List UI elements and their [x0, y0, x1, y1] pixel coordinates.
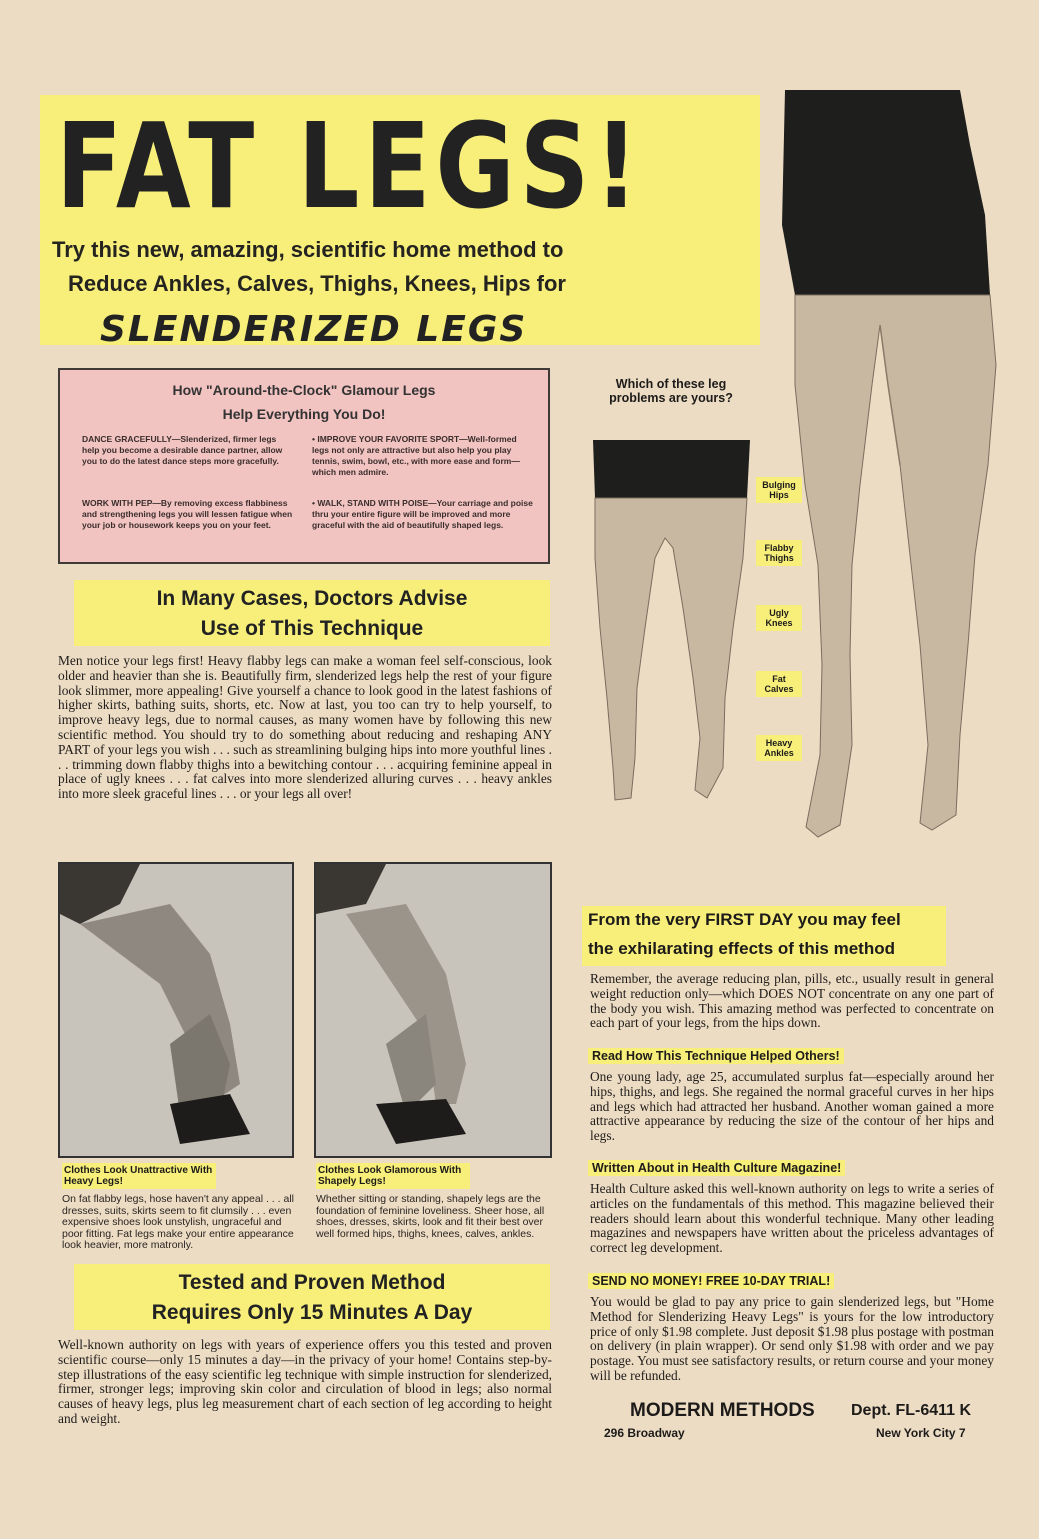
- first-day-body: Remember, the average reducing plan, pills, etc., usually result in general weight reduction only—which DOES NOT concentrate on any one part of the body you wish. This amazing method was perfected to concentrate on each part of your legs, from the hips down.: [590, 971, 994, 1031]
- leg-problems-question: Which of these leg problems are yours?: [609, 377, 733, 405]
- label-bulging-hips: Bulging Hips: [756, 477, 802, 503]
- free-trial-heading: SEND NO MONEY! FREE 10-DAY TRIAL!: [588, 1273, 834, 1289]
- walk-with-poise-text: • WALK, STAND WITH POISE—Your carriage and poise thru your entire figure will be improved and more graceful with the aid of beautifully shaped legs.: [312, 498, 533, 530]
- label-flabby-thighs: Flabby Thighs: [756, 540, 802, 566]
- doctors-heading-2: Use of This Technique: [200, 617, 424, 640]
- tested-heading-2: Requires Only 15 Minutes A Day: [151, 1301, 473, 1324]
- doctors-heading-1: In Many Cases, Doctors Advise: [156, 587, 468, 610]
- label-ugly-knees: Ugly Knees: [756, 605, 802, 631]
- caption-unattractive: Clothes Look Unattractive With Heavy Legs!: [62, 1163, 216, 1189]
- heavy-legs-illustration: [585, 438, 755, 806]
- first-day-heading-banner: [582, 906, 946, 966]
- free-trial-body: You would be glad to pay any price to gain slenderized legs, but "Home Method for Slenderizing Heavy Legs" is yours for the low introductory price of only $1.98 complete. Just deposit $1.98 plus postage with postman on delivery (in plain wrapper). Or send only $1.98 with order and we pay postage. You must see satisfactory results, or return course and your money will be refunded.: [590, 1294, 994, 1383]
- city-address: New York City 7: [876, 1426, 966, 1440]
- caption-glamorous-text: Whether sitting or standing, shapely legs are the foundation of feminine loveliness. Sheer hose, all shoes, dresses, skirts, look and fit their best over well formed hips, thighs, knees, calves, ankles.: [316, 1193, 545, 1240]
- helped-body: One young lady, age 25, accumulated surplus fat—especially around her hips, thighs, and legs. She regained the normal graceful curves in her hips and legs which had attracted her husband. Another woman gained a more attractive appearance by reducing the size of the contour of her hips and legs.: [590, 1069, 994, 1144]
- first-day-heading-1: From the very FIRST DAY you may feel: [588, 910, 901, 929]
- headline-banner: [40, 95, 760, 350]
- health-culture-heading: Written About in Health Culture Magazine!: [588, 1160, 845, 1176]
- shapely-legs-photo: [314, 862, 552, 1158]
- caption-glamorous: Clothes Look Glamorous With Shapely Legs!: [316, 1163, 470, 1189]
- street-address: 296 Broadway: [604, 1426, 685, 1440]
- tested-heading-1: Tested and Proven Method: [178, 1271, 446, 1294]
- doctors-heading-banner: [74, 580, 550, 646]
- tested-heading-banner: [74, 1264, 550, 1330]
- department-code: Dept. FL-6411 K: [851, 1402, 972, 1419]
- subline-1: Try this new, amazing, scientific home method to: [52, 237, 564, 262]
- health-culture-body: Health Culture asked this well-known authority on legs to write a series of articles on the fundamentals of this method. This magazine believed their readers should learn about this wonderful technique. Many other leading magazines and newspapers have written about the priceless advantages of correct leg development.: [590, 1181, 994, 1256]
- label-heavy-ankles: Heavy Ankles: [756, 735, 802, 761]
- first-day-heading-2: the exhilarating effects of this method: [588, 939, 895, 958]
- work-with-pep-text: WORK WITH PEP—By removing excess flabbiness and strengthening legs you will lessen fatigue when your job or housework keeps you on your feet.: [82, 498, 293, 530]
- glamour-box-title-2: Help Everything You Do!: [222, 406, 386, 422]
- improve-sport-text: • IMPROVE YOUR FAVORITE SPORT—Well-formed legs not only are attractive but also help you play tennis, swim, bowl, etc., with more ease and form—which men admire.: [312, 434, 520, 477]
- helped-heading: Read How This Technique Helped Others!: [588, 1048, 844, 1064]
- heavy-legs-photo: [58, 862, 294, 1158]
- doctors-body: Men notice your legs first! Heavy flabby legs can make a woman feel self-conscious, look older and heavier than she is. Beautifully firm, slenderized legs help the rest of your figure look slimmer, more appealing! Give yourself a chance to look good in the latest fashions of higher skirts, bathing suits, shorts, etc. Now at last, you too can try to help yourself, to improve heavy legs, due to normal causes, as many women have by following this new scientific method. You should try to do something about reducing and reshaping ANY PART of your legs you wish . . . such as streamlining bulging hips into more youthful lines . . . trimming down flabby thighs into a bewitching contour . . . acquiring feminine appeal in place of ugly knees . . . fat calves into more slenderized alluring curves . . . heavy ankles into more sleek graceful lines . . . or your legs all over!: [58, 653, 552, 802]
- glamour-box-title-1: How "Around-the-Clock" Glamour Legs: [172, 382, 436, 398]
- tested-body: Well-known authority on legs with years of experience offers you this tested and proven scientific course—only 15 minutes a day—in the privacy of your home! Contains step-by-step illustrations of the easy scientific leg technique with simple instruction for slenderized, firmer, stronger legs; improving skin color and circulation of blood in legs; also normal causes of heavy legs, plus leg measurement chart of each section of leg according to height and weight.: [58, 1337, 552, 1426]
- glamour-legs-box: [58, 368, 550, 564]
- headline: FAT LEGS!: [56, 97, 644, 235]
- company-name: MODERN METHODS: [630, 1400, 815, 1421]
- dance-gracefully-text: DANCE GRACEFULLY—Slenderized, firmer legs help you become a desirable dance partner, allow you to do the latest dance steps more gracefully.: [82, 434, 283, 466]
- label-fat-calves: Fat Calves: [756, 671, 802, 697]
- caption-unattractive-text: On fat flabby legs, hose haven't any appeal . . . all dresses, suits, skirts seem to fit clumsily . . . even expensive shoes look unstylish, ungraceful and poor fitting. Fat legs make your entire appearance look heavier, more matronly.: [62, 1193, 294, 1251]
- slenderized-legs-title: SLENDERIZED LEGS: [100, 309, 528, 350]
- subline-2: Reduce Ankles, Calves, Thighs, Knees, Hips for: [68, 271, 566, 296]
